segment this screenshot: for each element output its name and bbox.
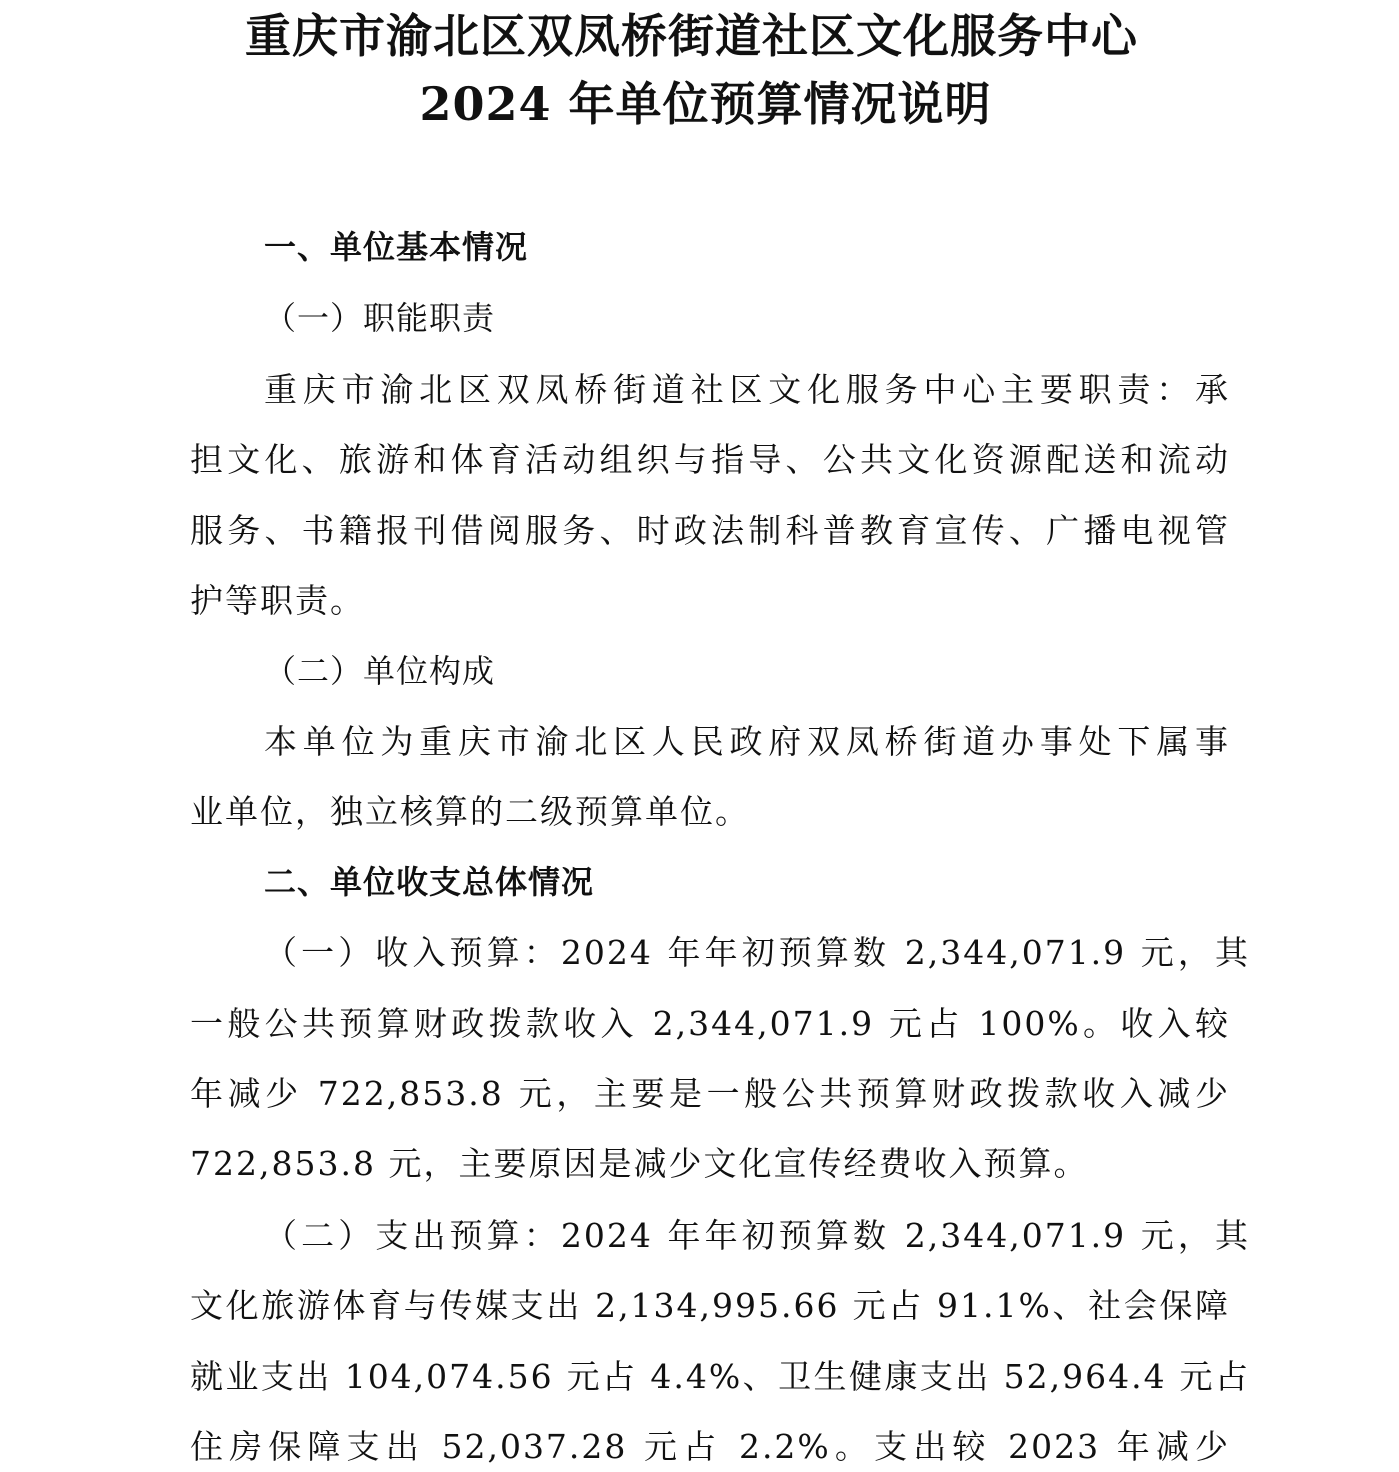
section-heading-2: 二、单位收支总体情况 xyxy=(264,863,595,901)
paragraph-line: 就业支出 104,074.56 元占 4.4%、卫生健康支出 52,964.4 元占 xyxy=(190,1357,1250,1396)
paragraph-line: 服务、书籍报刊借阅服务、时政法制科普教育宣传、广播电视管 xyxy=(190,511,1230,550)
paragraph-line: 担文化、旅游和体育活动组织与指导、公共文化资源配送和流动 xyxy=(190,440,1230,479)
subsection-heading-1-1: （一）职能职责 xyxy=(264,299,496,337)
paragraph-line: 722,853.8 元，主要原因是减少文化宣传经费收入预算。 xyxy=(190,1144,1089,1183)
paragraph-line: （二）支出预算：2024 年年初预算数 2,344,071.9 元，其 xyxy=(264,1216,1250,1255)
subsection-heading-1-2: （二）单位构成 xyxy=(264,652,496,690)
paragraph-line: 本单位为重庆市渝北区人民政府双凤桥街道办事处下属事 xyxy=(264,722,1230,761)
paragraph-line: 重庆市渝北区双凤桥街道社区文化服务中心主要职责：承 xyxy=(264,370,1230,409)
paragraph-line: 护等职责。 xyxy=(190,581,365,620)
paragraph-line: 文化旅游体育与传媒支出 2,134,995.66 元占 91.1%、社会保障 xyxy=(190,1286,1230,1325)
paragraph-line: 一般公共预算财政拨款收入 2,344,071.9 元占 100%。收入较 xyxy=(190,1004,1230,1043)
paragraph-line: 住房保障支出 52,037.28 元占 2.2%。支出较 2023 年减少 xyxy=(190,1427,1230,1466)
document-title-line-2: 2024 年单位预算情况说明 xyxy=(419,77,992,131)
paragraph-line: （一）收入预算：2024 年年初预算数 2,344,071.9 元，其 xyxy=(264,933,1250,972)
section-heading-1: 一、单位基本情况 xyxy=(264,228,529,266)
document-title-line-1: 重庆市渝北区双凤桥街道社区文化服务中心 xyxy=(245,9,1138,63)
paragraph-line: 年减少 722,853.8 元，主要是一般公共预算财政拨款收入减少 xyxy=(190,1074,1230,1113)
paragraph-line: 业单位，独立核算的二级预算单位。 xyxy=(190,792,750,831)
